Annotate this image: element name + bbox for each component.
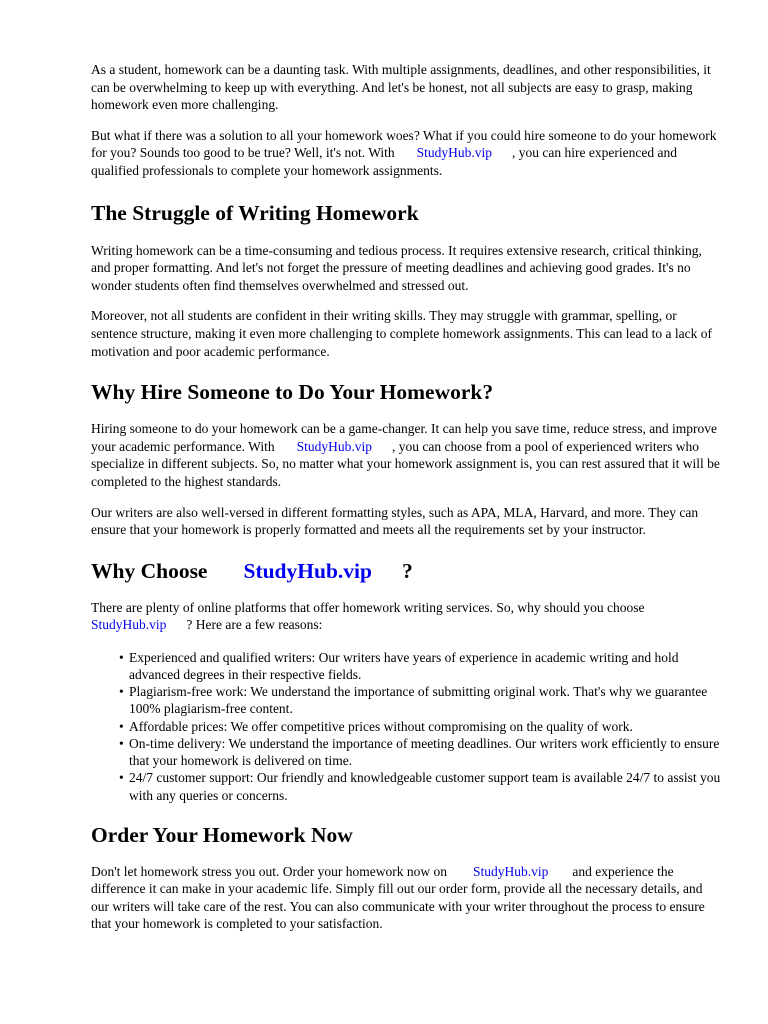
- intro-paragraph-2-text-before: But what if there was a solution to all your homework woes? What if you could hire someone to do your homework for you? Sounds too good to be true? Well, it's not. With: [91, 127, 717, 161]
- why-hire-paragraph-1-text-after: , you can choose from a pool of experienced writers who specialize in different subjects. So, no matter what your homework assignment is, you can rest assured that it will be completed to the highest standards.: [91, 438, 720, 489]
- studyhub-link-order[interactable]: StudyHub.vip: [473, 863, 549, 879]
- studyhub-link-why-hire[interactable]: StudyHub.vip: [296, 438, 373, 454]
- heading-why-choose-question-mark: ?: [401, 558, 413, 583]
- why-choose-paragraph-text-before: There are plenty of online platforms that offer homework writing services. So, why should you choose: [91, 599, 645, 615]
- reason-text: Affordable prices: We offer competitive prices without compromising on the quality of work.: [129, 718, 633, 734]
- bullet-icon: •: [119, 770, 124, 786]
- bullet-icon: •: [119, 684, 124, 700]
- studyhub-link-heading[interactable]: StudyHub.vip: [243, 558, 372, 583]
- struggle-paragraph-1: Writing homework can be a time-consuming and tedious process. It requires extensive research, critical thinking, and proper formatting. And let's not forget the pressure of meeting deadlines and achieving good grades. It's no wonder students often find themselves overwhelmed and stressed out.: [91, 242, 702, 293]
- intro-paragraph-2: [91, 127, 723, 180]
- list-item: [119, 735, 723, 769]
- heading-why-choose-text: Why Choose: [91, 558, 208, 583]
- studyhub-link-intro[interactable]: StudyHub.vip: [416, 145, 493, 161]
- bullet-icon: •: [119, 735, 124, 751]
- why-hire-paragraph-2: Our writers are also well-versed in different formatting styles, such as APA, MLA, Harvard, and more. They can ensure that your homework is properly formatted and meets all the requirements set by your instructor.: [91, 504, 699, 538]
- why-hire-paragraph-1-text-before: Hiring someone to do your homework can be a game-changer. It can help you save time, reduce stress, and improve your academic performance. With: [91, 421, 718, 454]
- order-paragraph: [91, 863, 723, 933]
- reason-text: 24/7 customer support: Our friendly and knowledgeable customer support team is available 24/7 to assist you with any queries or concerns.: [129, 770, 721, 803]
- reason-text: Experienced and qualified writers: Our writers have years of experience in academic writing and hold advanced degrees in their respective fields.: [129, 649, 679, 683]
- list-item: [119, 683, 723, 717]
- reason-text: Plagiarism-free work: We understand the importance of submitting original work. That's why we guarantee 100% plagiarism-free content.: [129, 684, 708, 717]
- order-paragraph-text-before: Don't let homework stress you out. Order your homework now on: [91, 863, 448, 879]
- why-hire-paragraph-1: [91, 420, 723, 490]
- studyhub-link-why-choose[interactable]: StudyHub.vip: [91, 617, 167, 633]
- list-item: [119, 769, 723, 803]
- why-choose-paragraph: [91, 599, 723, 634]
- heading-order-your-homework-now: Order Your Homework Now: [91, 822, 353, 847]
- heading-why-hire-someone: Why Hire Someone to Do Your Homework?: [91, 380, 494, 405]
- reason-text: On-time delivery: We understand the importance of meeting deadlines. Our writers work efficiently to ensure that your homework is delivered on time.: [129, 735, 720, 769]
- list-item: [119, 649, 723, 683]
- list-item: [119, 718, 723, 735]
- heading-struggle-of-writing-homework: The Struggle of Writing Homework: [91, 200, 419, 225]
- document-body: [91, 61, 723, 933]
- intro-paragraph-1: As a student, homework can be a daunting task. With multiple assignments, deadlines, and other responsibilities, it can be overwhelming to keep up with everything. And let's be honest, not all subjects are easy to grasp, making homework even more challenging.: [91, 62, 711, 113]
- bullet-icon: •: [119, 718, 124, 734]
- reasons-list: [91, 649, 723, 804]
- intro-paragraph-2-text-after: , you can hire experienced and qualified professionals to complete your homework assignments.: [91, 145, 677, 178]
- why-choose-paragraph-text-after: ? Here are a few reasons:: [186, 617, 323, 633]
- order-paragraph-text-after: and experience the difference it can make in your academic life. Simply fill out our order form, provide all the necessary details, and our writers will take care of the rest. You can also communicate with your writer throughout the process to ensure that your homework is completed to your satisfaction.: [91, 863, 705, 932]
- heading-why-choose: [91, 558, 723, 584]
- bullet-icon: •: [119, 649, 124, 665]
- struggle-paragraph-2: Moreover, not all students are confident in their writing skills. They may struggle with grammar, spelling, or sentence structure, making it even more challenging to complete homework assignments. This can lead to a lack of motivation and poor academic performance.: [91, 308, 712, 359]
